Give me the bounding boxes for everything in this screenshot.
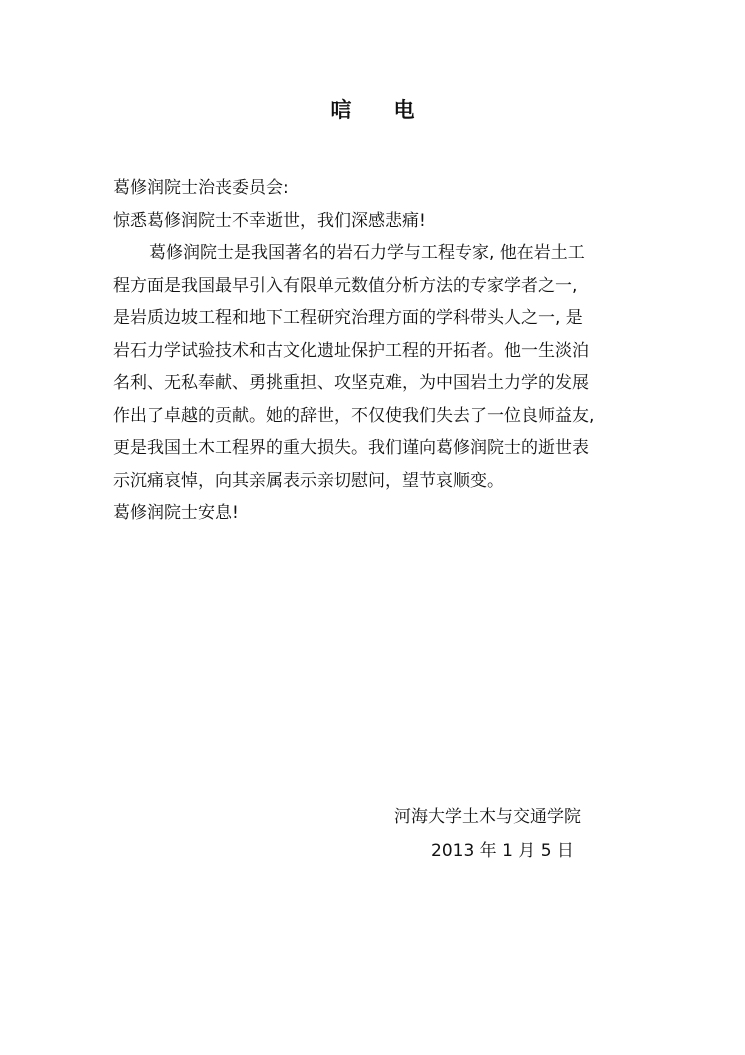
letter-body [113,172,638,530]
paragraph-line-2: 程方面是我国最早引入有限单元数值分析方法的专家学者之一, [113,275,578,296]
document-title [0,94,745,124]
paragraph-line-4: 岩石力学试验技术和古文化遗址保护工程的开拓者。他一生淡泊 [113,340,589,361]
title-char-2: 电 [393,98,415,122]
paragraph-line-8: 示沉痛哀悼，向其亲属表示亲切慰问，望节哀顺变。 [113,470,504,491]
paragraph-line-6: 作出了卓越的贡献。她的辞世，不仅使我们失去了一位良师益友, [113,405,595,426]
paragraph-line-7: 更是我国土木工程界的重大损失。我们谨向葛修润院士的逝世表 [113,438,589,458]
paragraph-line-1: 葛修润院士是我国著名的岩石力学与工程专家, 他在岩土工 [149,243,585,263]
closing-line: 葛修润院士安息! [113,503,239,523]
opening-line: 惊悉葛修润院士不幸逝世，我们深感悲痛! [113,210,426,231]
paragraph-line-5: 名利、无私奉献、勇挑重担、攻坚克难，为中国岩土力学的发展 [113,373,589,393]
signature-date: 2013 年 1 月 5 日 [431,841,574,861]
signature-block [394,800,581,868]
signature-organization: 河海大学土木与交通学院 [394,807,581,827]
title-char-1: 唁 [330,98,352,122]
paragraph-line-3: 是岩质边坡工程和地下工程研究治理方面的学科带头人之一, 是 [113,308,583,328]
salutation: 葛修润院士治丧委员会: [113,178,289,198]
